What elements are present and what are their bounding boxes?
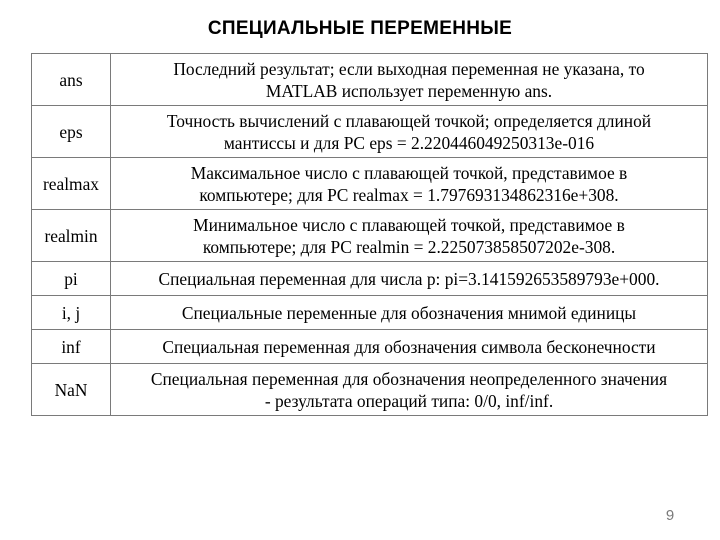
- description-line: мантиссы и для PC eps = 2.220446049250313e-016: [223, 132, 595, 153]
- description-line: компьютере; для PC realmin = 2.225073858507202e-308.: [202, 236, 616, 257]
- variable-name: realmin: [32, 210, 111, 262]
- variable-name: pi: [32, 262, 111, 296]
- description-line: - результата операций типа: 0/0, inf/inf.: [264, 390, 554, 411]
- table-row: [32, 158, 708, 210]
- table-row: [32, 296, 708, 330]
- page-number: 9: [665, 507, 675, 524]
- table-row: [32, 106, 708, 158]
- description-line: Последний результат; если выходная переменная не указана, то: [173, 58, 645, 79]
- special-variables-table: [31, 53, 708, 416]
- variable-description: [111, 158, 708, 210]
- variable-description: [111, 364, 708, 416]
- table-row: [32, 364, 708, 416]
- table-row: [32, 262, 708, 296]
- variable-name: i, j: [32, 296, 111, 330]
- variable-name: eps: [32, 106, 111, 158]
- variable-name: realmax: [32, 158, 111, 210]
- variable-description: [111, 210, 708, 262]
- table-row: [32, 210, 708, 262]
- description-line: компьютере; для PC realmax = 1.797693134862316e+308.: [199, 184, 619, 205]
- variable-description: Специальные переменные для обозначения мнимой единицы: [111, 296, 708, 330]
- table-row: [32, 330, 708, 364]
- variable-name: NaN: [32, 364, 111, 416]
- table-row: [32, 54, 708, 106]
- description-line: MATLAB использует переменную ans.: [265, 80, 553, 101]
- variable-description: [111, 54, 708, 106]
- variable-description: [111, 106, 708, 158]
- variable-description: Специальная переменная для обозначения символа бесконечности: [111, 330, 708, 364]
- variable-description: Специальная переменная для числа p: pi=3.141592653589793e+000.: [111, 262, 708, 296]
- description-line: Максимальное число с плавающей точкой, представимое в: [190, 162, 628, 183]
- description-line: Минимальное число с плавающей точкой, представимое в: [193, 214, 625, 235]
- slide-title: СПЕЦИАЛЬНЫЕ ПЕРЕМЕННЫЕ: [207, 18, 513, 39]
- description-line: Точность вычислений с плавающей точкой; определяется длиной: [166, 110, 652, 131]
- variable-name: ans: [32, 54, 111, 106]
- description-line: Специальная переменная для обозначения неопределенного значения: [150, 368, 668, 389]
- variable-name: inf: [32, 330, 111, 364]
